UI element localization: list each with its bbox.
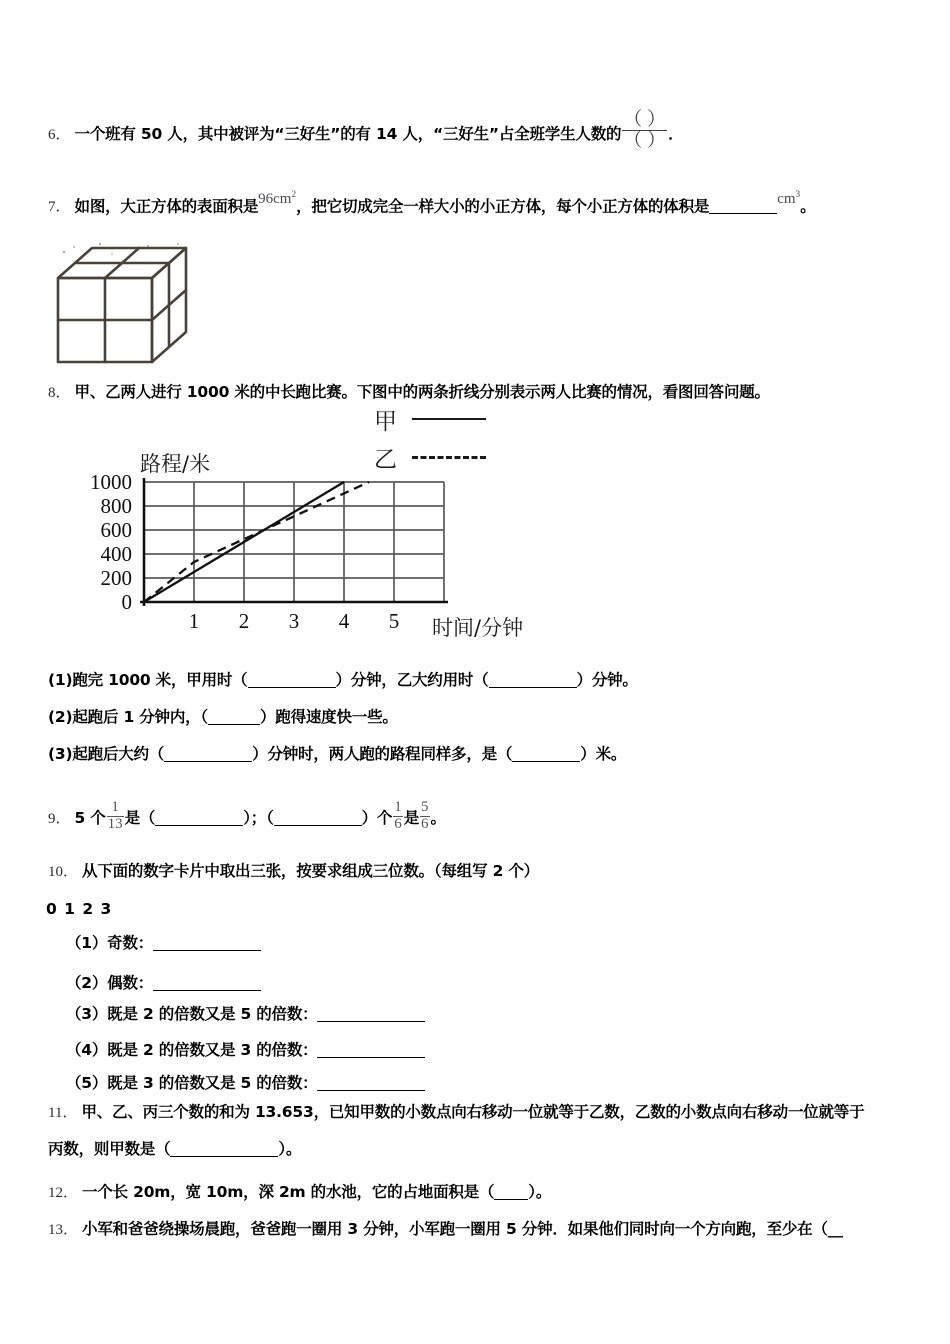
question-11-text-line1: 甲、乙、丙三个数的和为 13.653，已知甲数的小数点向右移动一位就等于乙数，乙数的小数点向右移动一位就等于 [81,1103,865,1121]
question-10-text: 从下面的数字卡片中取出三张，按要求组成三位数。（每组写 2 个） [82,862,539,880]
q9-frac1-num: 1 [107,800,124,817]
q9-frac2-num: 1 [394,799,402,815]
fraction-numerator: （ ） [623,109,667,130]
q10-item4-label: （4）既是 2 的倍数又是 3 的倍数： [66,1041,318,1059]
xtick-3: 3 [288,609,300,633]
question-13-number: 13． [48,1222,79,1238]
question-13 [48,1220,843,1239]
q12-blank[interactable] [494,1183,528,1199]
sub2-text-a: (2)起跑后 1 分钟内，（ [48,708,208,726]
chart-xlabel: 时间/分钟 [432,616,524,640]
q10-item1-blank[interactable] [153,934,261,950]
q9-text-e: 是 [403,809,420,828]
question-8-sub-2 [48,708,398,727]
question-7 [48,190,816,216]
sub3-blank-2[interactable] [512,745,580,761]
sub2-text-b: ）跑得速度快一些。 [259,708,398,726]
chart-gridlines [144,482,444,602]
q11-blank[interactable] [170,1140,278,1156]
question-6-fraction [622,110,667,151]
line-chart [44,400,584,650]
question-12-text-b: ）。 [528,1183,552,1201]
q9-blank-2[interactable] [274,810,362,826]
question-10 [48,862,539,881]
ytick-200: 200 [100,566,132,590]
question-7-text-after: 。 [800,197,816,216]
q9-text-c: ）；（ [243,809,274,828]
legend-label-yi: 乙 [374,446,397,473]
series-line-yi [144,482,369,602]
surface-area-value: 96cm [258,191,292,207]
sub1-blank-2[interactable] [489,671,577,687]
q10-item2-blank[interactable] [153,974,261,990]
unit-value: cm [777,191,796,207]
q10-item5-label: （5）既是 3 的倍数又是 5 的倍数： [66,1074,318,1092]
ytick-800: 800 [100,494,132,518]
question-11-number: 11． [48,1105,78,1121]
question-11-text-line2b: ）。 [278,1140,302,1158]
question-6 [48,110,683,151]
question-10-number: 10． [48,864,79,880]
question-12 [48,1183,551,1202]
fraction-denominator: （ ） [623,129,667,151]
question-10-item-5 [66,1074,425,1093]
question-10-item-3 [66,1005,425,1024]
question-8-text: 甲、乙两人进行 1000 米的中长跑比赛。下图中的两条折线分别表示两人比赛的情况，看图回答问题。 [74,383,770,401]
sub3-text-b: ）分钟时，两人跑的路程同样多，是（ [252,745,513,763]
digit-cards: 0 1 2 3 [46,900,113,918]
q9-frac1-den: 13 [107,815,123,832]
question-13-text: 小军和爸爸绕操场晨跑，爸爸跑一圈用 3 分钟，小军跑一圈用 5 分钟．如果他们同时向一个方向跑，至少在（__ [82,1220,843,1238]
question-7-text-before: 如图，大正方体的表面积是 [74,197,259,216]
question-6-text: 一个班有 50 人，其中被评为“三好生”的有 14 人，“三好生”占全班学生人数的 [74,125,622,144]
ytick-1000: 1000 [90,470,132,494]
q9-frac3-den: 6 [421,815,429,832]
question-7-number: 7． [48,199,71,216]
question-10-item-1 [66,934,261,953]
chart-ylabel: 路程/米 [140,452,211,476]
q10-item1-label: （1）奇数： [66,934,154,952]
legend-label-jia: 甲 [374,408,397,435]
question-11-line-1 [48,1103,864,1122]
q9-text-a: 5 个 [74,809,106,828]
sub1-blank-1[interactable] [248,671,336,687]
xtick-4: 4 [338,609,350,633]
question-9 [48,800,446,833]
ytick-0: 0 [121,590,132,614]
q9-blank-1[interactable] [155,810,243,826]
question-9-number: 9． [48,811,71,828]
sub1-text-a: (1)跑完 1000 米，甲用时（ [48,671,248,689]
cube-svg [52,238,202,368]
surface-area-exponent: 2 [291,190,297,200]
xtick-5: 5 [388,609,400,633]
question-7-text-middle: ，把它切成完全一样大小的小正方体，每个小正方体的体积是 [296,197,710,216]
question-8-sub-3 [48,745,626,764]
question-7-unit [777,190,800,208]
xtick-1: 1 [188,609,200,633]
cube-figure [52,238,202,368]
question-8-sub-1 [48,671,638,690]
ytick-600: 600 [100,518,132,542]
q9-text-b: 是（ [124,809,156,828]
xtick-2: 2 [238,609,250,633]
q9-fraction-1 [107,800,124,833]
question-10-cards [46,900,112,919]
sub2-blank-1[interactable] [208,708,260,724]
sub1-text-c: ）分钟。 [576,671,638,689]
question-11-line-2 [48,1140,301,1159]
sub3-text-c: ）米。 [580,745,627,763]
chart-plot-svg [44,400,584,650]
q9-frac2-den: 6 [394,815,402,832]
question-11-text-line2a: 丙数，则甲数是（ [48,1140,171,1158]
question-7-surface-area [258,190,296,208]
q9-fraction-3 [420,800,430,833]
q9-frac3-num: 5 [421,799,429,815]
q9-text-d: ）个 [361,809,393,828]
question-6-number: 6． [48,127,71,144]
question-12-text-a: 一个长 20m，宽 10m，深 2m 的水池，它的占地面积是（ [82,1183,495,1201]
q10-item2-label: （2）偶数： [66,974,154,992]
q10-item4-blank[interactable] [317,1041,425,1057]
q10-item3-label: （3）既是 2 的倍数又是 5 的倍数： [66,1005,318,1023]
question-6-period: ． [668,125,684,144]
sub3-blank-1[interactable] [164,745,252,761]
question-10-item-2 [66,974,261,993]
sub3-text-a: (3)起跑后大约（ [48,745,165,763]
q10-item3-blank[interactable] [317,1005,425,1021]
ytick-400: 400 [100,542,132,566]
question-12-number: 12． [48,1185,79,1201]
q9-text-f: 。 [430,809,446,828]
question-10-item-4 [66,1041,425,1060]
unit-exponent: 3 [795,190,801,200]
question-8-number: 8． [48,385,71,401]
q10-item5-blank[interactable] [317,1074,425,1090]
q9-fraction-2 [393,800,403,833]
question-7-answer-blank[interactable] [709,198,777,214]
sub1-text-b: ）分钟，乙大约用时（ [335,671,489,689]
